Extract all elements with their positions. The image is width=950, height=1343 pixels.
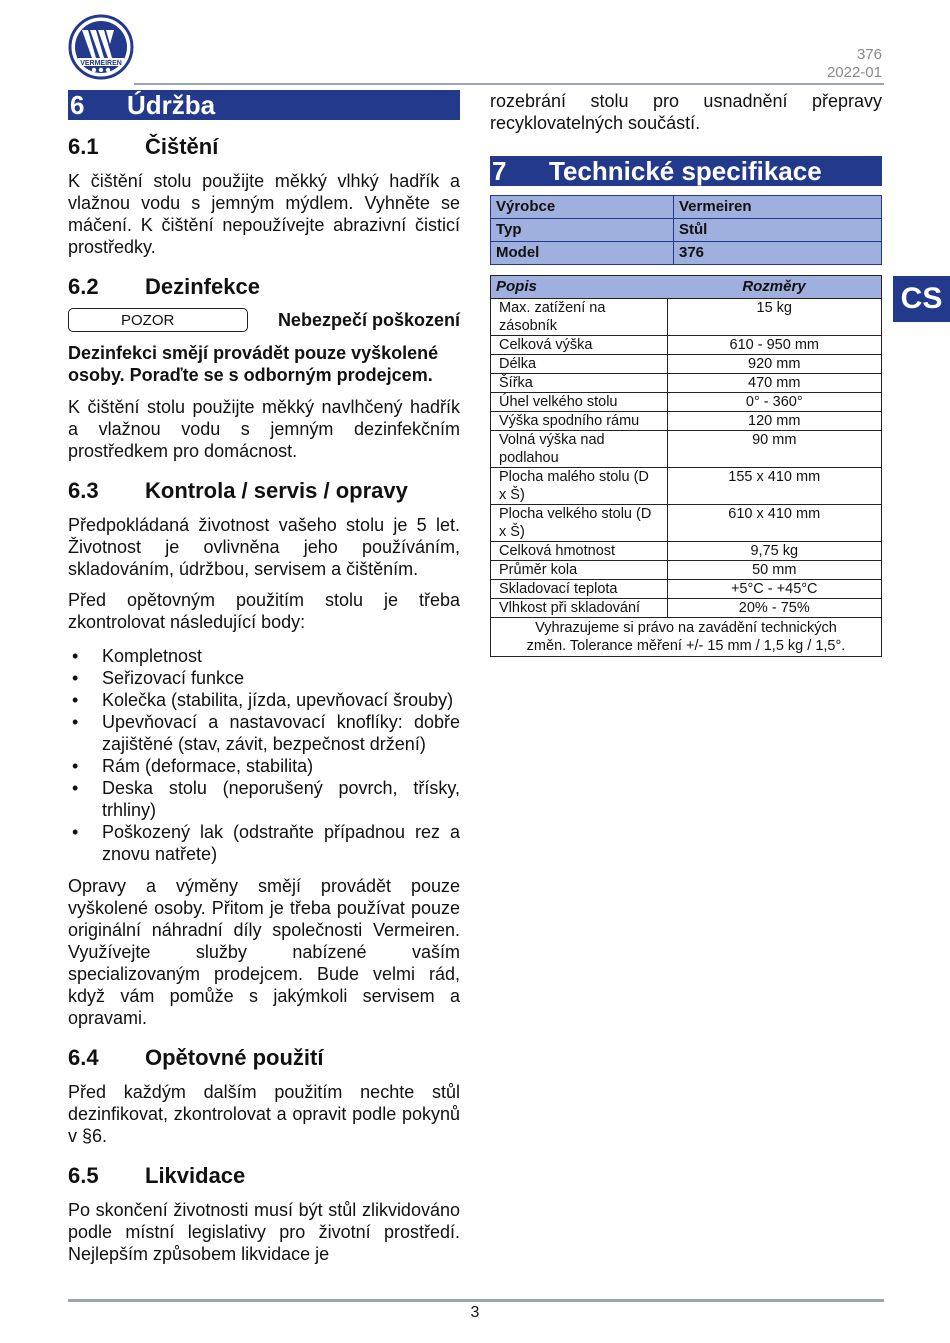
table-row [491, 336, 882, 355]
section-6-2-heading: 6.2 Dezinfekce [68, 274, 260, 299]
header-divider [134, 83, 884, 85]
spec-label: Vlhkost při skladování [491, 599, 668, 618]
warning-label: POZOR [68, 308, 248, 332]
continued-text: rozebrání stolu pro usnadnění přepravy recyklovatelných součástí. [490, 91, 882, 133]
section-6-4-heading: 6.4 Opětovné použití [68, 1045, 324, 1070]
list-item: • Rám (deformace, stabilita) [68, 755, 460, 777]
spec-label: Průměr kola [491, 561, 668, 580]
section-6-4-text: Před každým dalším použitím nechte stůl dezinfikovat, zkontrolovat a opravit podle pokynů v §6. [68, 1082, 460, 1146]
header-date: 2022-01 [826, 64, 882, 81]
logo-text: VERMEIREN [80, 60, 122, 67]
spec-label: Max. zatížení na zásobník [491, 299, 668, 336]
warning-title: Nebezpečí poškození [277, 310, 460, 330]
header-meta [827, 46, 882, 82]
spec-value: +5°C - +45°C [667, 580, 882, 599]
spec-label: Plocha malého stolu (D x Š) [491, 468, 668, 505]
table-cell: Výrobce [491, 196, 674, 219]
table-cell: Typ [491, 219, 674, 242]
spec-label: Skladovací teplota [491, 580, 668, 599]
list-item: • Poškozený lak (odstraňte případnou rez a znovu natřete) [68, 821, 460, 865]
table-row [491, 599, 882, 618]
section-6-3-heading: 6.3 Kontrola / servis / opravy [68, 478, 408, 503]
table-row [491, 393, 882, 412]
section-6-1-heading: 6.1 Čištění [68, 134, 219, 159]
table-header-row [491, 276, 882, 299]
section-6-5-text: Po skončení životnosti musí být stůl zlikvidováno podle místní legislativy pro životní prostředí. Nejlepším způsobem likvidace je [68, 1200, 460, 1264]
section-6-heading: 6 Údržba [68, 90, 460, 120]
warning-text: Dezinfekci smějí provádět pouze vyškolené osoby. Poraďte se s odborným prodejcem. [68, 343, 439, 385]
section-6-5-heading: 6.5 Likvidace [68, 1163, 246, 1188]
warning-row [68, 308, 460, 332]
section-6-3-text-3: Opravy a výměny smějí provádět pouze vyškolené osoby. Přitom je třeba používat pouze originální náhradní díly společnosti Vermeiren. Využívejte služby nabízené vaším specializovaným prodejcem. Bude velmi rád, když vám pomůže s jakýmkoli servisem a opravami. [68, 876, 460, 1028]
spec-value: 155 x 410 mm [667, 468, 882, 505]
section-6-3-text-2: Před opětovným použitím stolu je třeba zkontrolovat následující body: [68, 590, 460, 632]
list-item: • Deska stolu (neporušený povrch, třísky, trhliny) [68, 777, 460, 821]
table-row [491, 580, 882, 599]
list-item: • Seřizovací funkce [68, 667, 460, 689]
language-tab: CS [893, 276, 950, 322]
table-row [491, 412, 882, 431]
spec-value: 90 mm [667, 431, 882, 468]
spec-value: 470 mm [667, 374, 882, 393]
spec-value: 610 - 950 mm [667, 336, 882, 355]
table-row [491, 561, 882, 580]
table-row [491, 242, 882, 265]
spec-value: 9,75 kg [667, 542, 882, 561]
list-item: • Kolečka (stabilita, jízda, upevňovací šrouby) [68, 689, 460, 711]
section-6-2-text: K čištění stolu použijte měkký navlhčený hadřík a vlažnou vodu s jemným dezinfekčním prostředkem pro domácnost. [68, 397, 460, 461]
table-cell: Vermeiren [674, 196, 882, 219]
table-cell: Stůl [674, 219, 882, 242]
section-7-heading: 7 Technické specifikace [490, 156, 882, 186]
list-item: • Upevňovací a nastavovací knoflíky: dobře zajištěné (stav, závit, bezpečnost držení) [68, 711, 460, 755]
section-6-3-text-1: Předpokládaná životnost vašeho stolu je 5 let. Životnost je ovlivněna jeho používáním, skladováním, údržbou, servisem a čištěním. [68, 515, 460, 579]
spec-value: 120 mm [667, 412, 882, 431]
table-cell: Model [491, 242, 674, 265]
spec-label: Výška spodního rámu [491, 412, 668, 431]
table-row [491, 505, 882, 542]
spec-label: Plocha velkého stolu (D x Š) [491, 505, 668, 542]
spec-value: 0° - 360° [667, 393, 882, 412]
spec-label: Volná výška nad podlahou [491, 431, 668, 468]
info-table [490, 195, 882, 265]
checklist [68, 645, 460, 865]
spec-label: Celková výška [491, 336, 668, 355]
table-row [491, 374, 882, 393]
table-row [491, 355, 882, 374]
table-row [491, 618, 882, 657]
list-item: • Kompletnost [68, 645, 460, 667]
table-cell: 376 [674, 242, 882, 265]
spec-note: Vyhrazujeme si právo na zavádění technických změn. Tolerance měření +/- 15 mm / 1,5 kg / 1,5°. [491, 618, 882, 657]
spec-value: 920 mm [667, 355, 882, 374]
spec-table [490, 275, 882, 657]
spec-label: Délka [491, 355, 668, 374]
spec-label: Úhel velkého stolu [491, 393, 668, 412]
footer-divider [68, 1299, 884, 1302]
table-row [491, 431, 882, 468]
header-model: 376 [856, 46, 882, 63]
left-column [68, 90, 460, 1265]
table-row [491, 196, 882, 219]
column-header: Popis [491, 276, 668, 299]
spec-label: Šířka [491, 374, 668, 393]
page-number: 3 [470, 1304, 480, 1321]
table-row [491, 299, 882, 336]
table-row [491, 542, 882, 561]
table-row [491, 219, 882, 242]
spec-value: 15 kg [667, 299, 882, 336]
section-6-1-text: K čištění stolu použijte měkký vlhký hadřík a vlažnou vodu s jemným mýdlem. Vyhněte se máčení. K čištění nepoužívejte abrazivní čisticí prostředky. [68, 171, 460, 257]
vermeiren-logo [68, 14, 134, 80]
spec-label: Celková hmotnost [491, 542, 668, 561]
column-header: Rozměry [667, 276, 882, 299]
right-column [490, 90, 882, 657]
spec-value: 610 x 410 mm [667, 505, 882, 542]
spec-value: 20% - 75% [667, 599, 882, 618]
spec-value: 50 mm [667, 561, 882, 580]
table-row [491, 468, 882, 505]
